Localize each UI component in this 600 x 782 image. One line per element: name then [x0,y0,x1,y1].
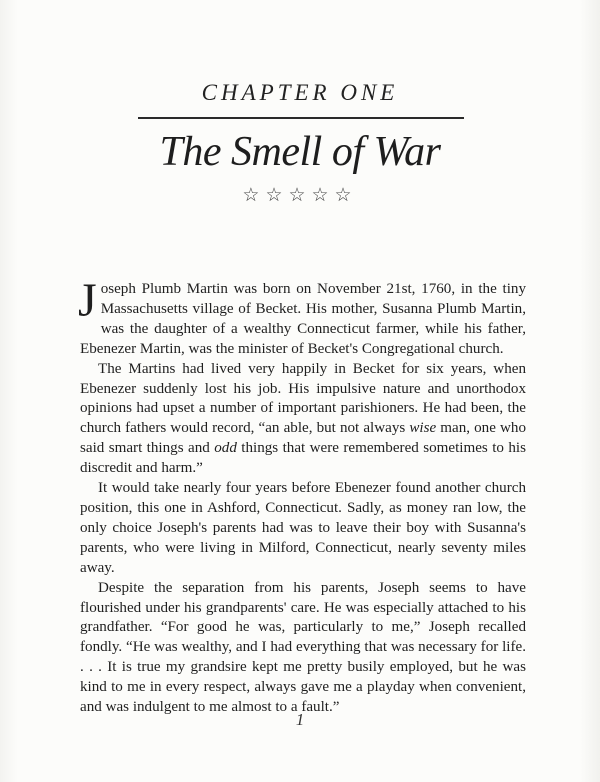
body-text [78,274,526,718]
chapter-rule [138,117,464,119]
paragraph-2-text-a: The Martins had lived very happily in Becket for six years, when Ebenezer suddenly lost his job. His impulsive nature and unorthodox opinions had upset a number of important parishioners. He had been, the church fathers would record, “an able, but not always [80,360,526,437]
paragraph-1-text: oseph Plumb Martin was born on November 21st, 1760, in the tiny Massachusetts village of Becket. His mother, Susanna Plumb Martin, was the daughter of a wealthy Connecticut farmer, while his father, Ebenezer Martin, was the minister of Becket's Congregational church. [80,281,526,357]
star-ornament: ☆☆☆☆☆ [242,185,358,206]
paragraph-2-emphasis-wise: wise [409,420,437,437]
chapter-title: The Smell of War [159,129,441,175]
paragraph-2 [80,360,526,479]
chapter-label: CHAPTER ONE [201,80,399,105]
paragraph-2-text-c: things that were remembered sometimes to his discredit and harm.” [80,440,526,477]
paragraph-1 [78,274,526,360]
drop-cap: J [78,274,97,327]
paragraph-2-emphasis-odd: odd [214,440,237,457]
paragraph-2-text-b: man, one who said smart things and [80,420,526,457]
page-number: 1 [295,710,305,729]
paragraph-3: It would take nearly four years before Ebenezer found another church position, this one in Ashford, Connecticut. Sadly, as money ran low, the only choice Joseph's parents had was to leave their boy with Susanna's parents, who were living in Milford, Connecticut, nearly seventy miles away. [80,480,526,576]
paragraph-4: Despite the separation from his parents, Joseph seems to have flourished under his grandparents' care. He was especially attached to his grandfather. “For good he was, particularly to me,” Joseph recalled fondly. “He was wealthy, and I had everything that was necessary for life. . . . It is true my grandsire kept me pretty busily employed, but he was kind to me in every respect, always gave me a playday when convenient, and was indulgent to me almost to a fault.” [80,579,526,716]
